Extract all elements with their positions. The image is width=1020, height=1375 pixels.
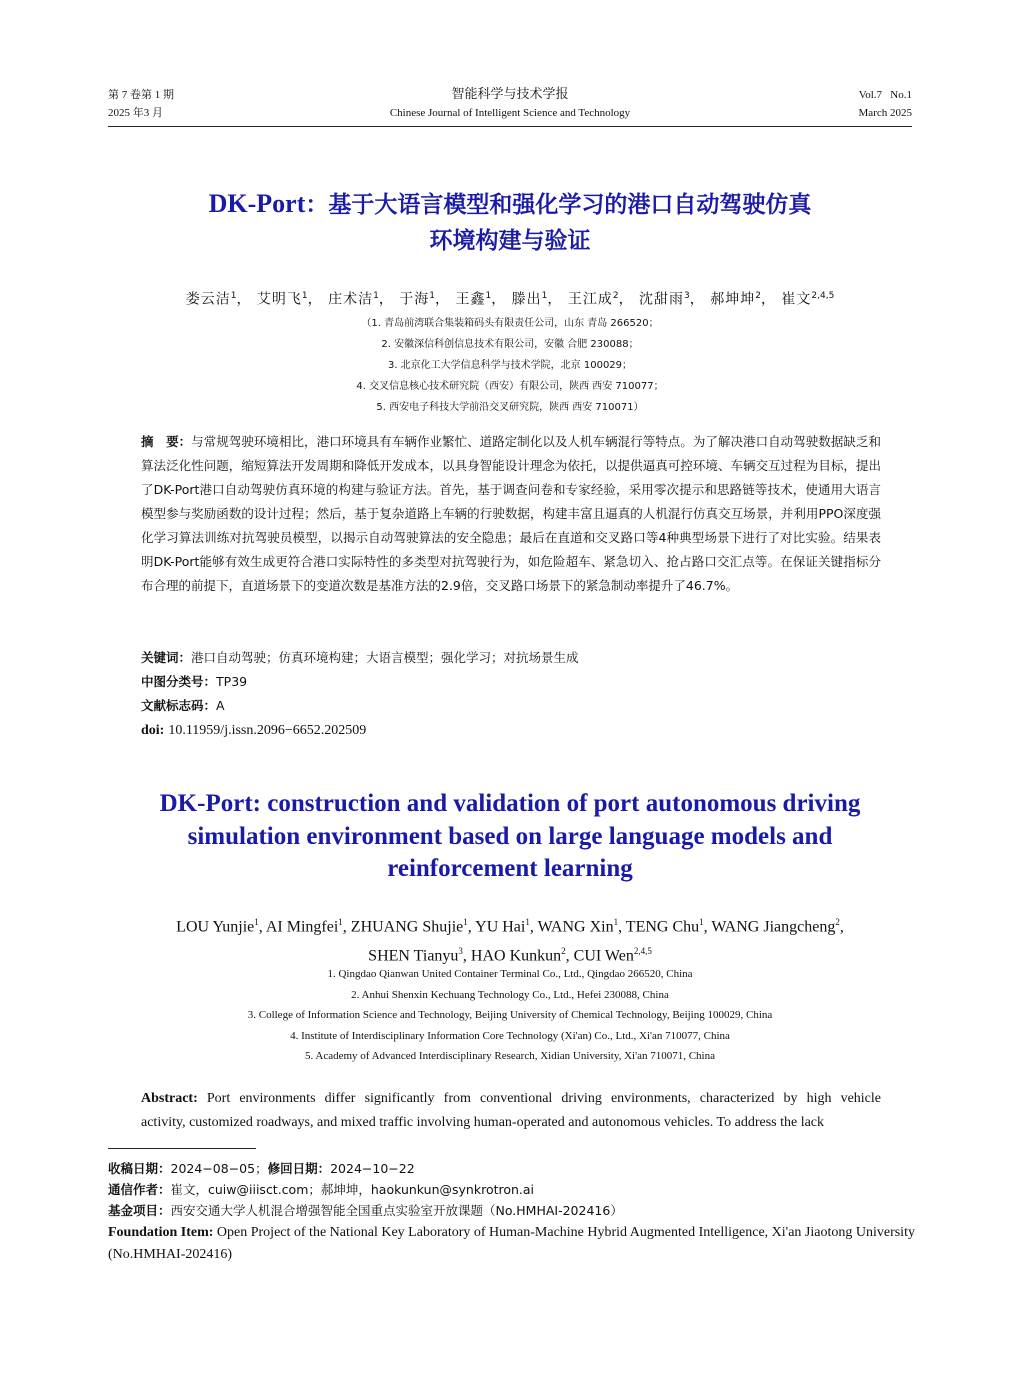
authors-en-line1 bbox=[0, 910, 1020, 939]
keywords-cn-text: 港口自动驾驶；仿真环境构建；大语言模型；强化学习；对抗场景生成 bbox=[191, 650, 579, 665]
foundation-label: Foundation Item: bbox=[108, 1225, 214, 1240]
revised-label: 修回日期： bbox=[267, 1161, 331, 1176]
abstract-cn-text: 与常规驾驶环境相比，港口环境具有车辆作业繁忙、道路定制化以及人机车辆混行等特点。为了解决港口自动驾驶数据缺乏和算法泛化性问题，缩短算法开发周期和降低开发成本，以具身智能设计理念为依托，以提供逼真可控环境、车辆交互过程为目标，提出了DK-Port港口自动驾驶仿真环境的构建与验证方法。首先，基于调查问卷和专家经验，采用零次提示和思路链等技术，使通用大语言模型参与奖励函数的设计过程；然后，基于复杂道路上车辆的行驶数据，构建丰富且逼真的人机混行仿真交互场景，并利用PPO深度强化学习算法训练对抗驾驶员模型，以揭示自动驾驶算法的安全隐患；最后在直道和交叉路口等4种典型场景下进行了对比实验。结果表明DK-Port能够有效生成更符合港口实际特性的多类型对抗驾驶行为，如危险超车、紧急切入、抢占路口交汇点等。在保证关键指标分布合理的前提下，直道场景下的变道次数是基准方法的2.9倍，交叉路口场景下的紧急制动率提升了46.7%。 bbox=[141, 434, 881, 593]
author-separator: , bbox=[565, 947, 574, 965]
received-label: 收稿日期： bbox=[108, 1161, 171, 1176]
journal-name-en: Chinese Journal of Intelligent Science and Technology bbox=[389, 107, 631, 119]
author-name: WANG Jiangcheng bbox=[711, 918, 836, 936]
author-name: 庄术洁 bbox=[328, 291, 374, 308]
revised-date: 2024−10−22 bbox=[330, 1161, 415, 1176]
header-journal bbox=[108, 86, 912, 122]
author-name: 王江成 bbox=[567, 291, 613, 308]
authors-en bbox=[0, 910, 1020, 969]
header-date-cn: 2025 年3 月 bbox=[108, 107, 163, 119]
doi-value[interactable]: 10.11959/j.issn.2096−6652.202509 bbox=[168, 723, 367, 738]
footnote-rule bbox=[108, 1148, 256, 1149]
fund-label: 基金项目： bbox=[108, 1203, 171, 1218]
journal-name-cn: 智能科学与技术学报 bbox=[451, 87, 569, 102]
affiliation-cn-line: 4. 交叉信息核心技术研究院（西安）有限公司，陕西 西安 710077； bbox=[356, 381, 664, 392]
author-name: 郝坤坤 bbox=[710, 291, 756, 308]
title-cn-rest: ：基于大语言模型和强化学习的港口自动驾驶仿真 bbox=[305, 192, 812, 218]
affiliation-cn-line: 3. 北京化工大学信息科学与技术学院，北京 100029； bbox=[387, 360, 633, 371]
author-name: TENG Chu bbox=[625, 918, 700, 936]
affiliation-en-line: 5. Academy of Advanced Interdisciplinary Research, Xidian University, Xi'an 710071, China bbox=[305, 1050, 715, 1062]
header-date-en: March 2025 bbox=[858, 107, 912, 119]
affiliation-cn-line: 2. 安徽深信科创信息技术有限公司，安徽 合肥 230088； bbox=[381, 339, 639, 350]
author-affiliation-mark: 1 bbox=[429, 291, 435, 301]
author-affiliation-mark: 1 bbox=[338, 917, 343, 927]
author-affiliation-mark: 2 bbox=[561, 946, 566, 957]
keywords-cn-label: 关键词： bbox=[141, 650, 192, 665]
author-name: LOU Yunjie bbox=[176, 918, 255, 936]
corresponding-authors: 崔文，cuiw@iiisct.com；郝坤坤，haokunkun@synkrotron.ai bbox=[170, 1182, 535, 1197]
title-cn-latin: DK-Port bbox=[208, 189, 306, 218]
clc-number bbox=[141, 670, 881, 694]
author-affiliation-mark: 2 bbox=[755, 291, 761, 301]
author-affiliation-mark: 1 bbox=[613, 917, 619, 927]
header-volume-en: Vol.7 No.1 bbox=[858, 89, 912, 101]
author-name: 艾明飞 bbox=[256, 291, 302, 308]
author-affiliation-mark: 3 bbox=[684, 291, 690, 301]
footnotes bbox=[108, 1158, 916, 1265]
doi-label: doi: bbox=[141, 723, 165, 738]
title-en bbox=[0, 788, 1020, 886]
article-meta-cn bbox=[141, 646, 881, 743]
authors-cn bbox=[0, 285, 1020, 311]
author-name: 沈甜雨 bbox=[639, 291, 685, 308]
author-separator: , bbox=[258, 918, 266, 936]
title-en-line: reinforcement learning bbox=[387, 855, 633, 882]
author-name: SHEN Tianyu bbox=[368, 947, 459, 965]
affiliation-en-line: 2. Anhui Shenxin Kechuang Technology Co., Ltd., Hefei 230088, China bbox=[351, 988, 669, 1001]
author-separator: , bbox=[462, 947, 471, 965]
author-name: 娄云洁 bbox=[185, 291, 231, 308]
footnote-dates bbox=[108, 1158, 916, 1179]
author-affiliation-mark: 1 bbox=[230, 291, 237, 301]
author-affiliation-mark: 1 bbox=[463, 917, 468, 927]
abstract-en-text1: Port environments differ significantly from conventional driving environments, characterized by high vehicle bbox=[197, 1091, 881, 1106]
author-separator: ， bbox=[689, 291, 711, 308]
author-separator: ， bbox=[307, 291, 329, 308]
footnote-fund bbox=[108, 1200, 916, 1221]
header-volume-cn: 第 7 卷第 1 期 bbox=[108, 89, 174, 101]
affiliations-en bbox=[0, 964, 1020, 1067]
author-name: CUI Wen bbox=[573, 947, 634, 965]
author-name: AI Mingfei bbox=[265, 918, 339, 936]
author-separator: ， bbox=[435, 291, 456, 308]
keywords-cn bbox=[141, 646, 881, 670]
affiliation-cn-line: 5. 西安电子科技大学前沿交叉研究院，陕西 西安 710071） bbox=[376, 402, 644, 413]
foundation-text: Open Project of the National Key Laboratory of Human-Machine Hybrid Augmented Intelligence, Xi'an Jiaotong University (No.HMHAI-202416) bbox=[108, 1225, 915, 1262]
author-affiliation-mark: 1 bbox=[541, 291, 548, 301]
author-affiliation-mark: 1 bbox=[254, 917, 259, 927]
author-name: 于海 bbox=[399, 291, 430, 308]
author-name: WANG Xin bbox=[537, 918, 614, 936]
corresponding-label: 通信作者： bbox=[108, 1182, 171, 1197]
author-separator: , bbox=[342, 918, 351, 936]
author-separator: ， bbox=[491, 291, 512, 308]
affiliation-en-line: 3. College of Information Science and Technology, Beijing University of Chemical Technology, Beijing 100029, China bbox=[247, 1009, 773, 1021]
abstract-cn bbox=[141, 430, 881, 598]
title-cn-line2: 环境构建与验证 bbox=[429, 228, 591, 254]
abstract-en-label: Abstract: bbox=[141, 1091, 198, 1106]
abstract-en-text2: activity, customized roadways, and mixed traffic involving human-operated and autonomous vehicles. To address the lack bbox=[141, 1115, 825, 1130]
clc-value: TP39 bbox=[216, 674, 248, 689]
footnote-corresponding bbox=[108, 1179, 916, 1200]
document-code bbox=[141, 694, 881, 718]
author-affiliation-mark: 3 bbox=[458, 946, 463, 957]
title-cn-line1 bbox=[0, 186, 1020, 223]
fund-text: 西安交通大学人机混合增强智能全国重点实验室开放课题（No.HMHAI-202416） bbox=[170, 1203, 623, 1218]
title-cn bbox=[0, 186, 1020, 259]
author-affiliation-mark: 2 bbox=[835, 917, 840, 927]
author-affiliation-mark: 1 bbox=[525, 917, 530, 927]
affiliation-en-line: 1. Qingdao Qianwan United Container Terminal Co., Ltd., Qingdao 266520, China bbox=[327, 968, 693, 980]
affiliations-cn bbox=[0, 313, 1020, 418]
author-separator: , bbox=[618, 918, 626, 936]
author-separator: , bbox=[529, 918, 538, 936]
author-name: ZHUANG Shujie bbox=[350, 918, 464, 936]
author-affiliation-mark: 1 bbox=[373, 291, 379, 301]
author-separator: , bbox=[703, 918, 712, 936]
running-header bbox=[108, 86, 912, 127]
author-affiliation-mark: 1 bbox=[301, 291, 308, 301]
author-name: 王鑫 bbox=[455, 291, 486, 308]
author-separator: , bbox=[467, 918, 476, 936]
author-name: 崔文 bbox=[781, 291, 812, 308]
author-affiliation-mark: 2 bbox=[612, 291, 619, 301]
header-volume bbox=[859, 86, 912, 122]
clc-label: 中图分类号： bbox=[141, 674, 217, 689]
received-date: 2024−08−05； bbox=[170, 1161, 268, 1176]
author-name: YU Hai bbox=[475, 918, 526, 936]
author-name: HAO Kunkun bbox=[470, 947, 562, 965]
author-separator: ， bbox=[378, 291, 400, 308]
abstract-en-line1 bbox=[141, 1087, 881, 1111]
abstract-cn-label: 摘 要： bbox=[141, 434, 192, 449]
author-separator: ， bbox=[618, 291, 640, 308]
doi bbox=[141, 718, 881, 743]
author-name: 滕出 bbox=[511, 291, 542, 308]
author-affiliation-mark: 2,4,5 bbox=[811, 291, 835, 301]
author-affiliation-mark: 2,4,5 bbox=[633, 946, 652, 957]
author-affiliation-mark: 1 bbox=[485, 291, 492, 301]
author-separator: ， bbox=[236, 291, 257, 308]
author-separator: , bbox=[839, 918, 844, 936]
abstract-en bbox=[141, 1087, 881, 1135]
author-separator: ， bbox=[760, 291, 782, 308]
affiliation-cn-line: （1. 青岛前湾联合集装箱码头有限责任公司，山东 青岛 266520； bbox=[361, 318, 659, 329]
title-en-line: simulation environment based on large language models and bbox=[187, 822, 833, 850]
doc-code-value: A bbox=[216, 698, 225, 713]
title-en-line: DK-Port: construction and validation of port autonomous driving bbox=[159, 790, 861, 817]
affiliation-en-line: 4. Institute of Interdisciplinary Information Core Technology (Xi'an) Co., Ltd., Xi'an 710077, China bbox=[290, 1029, 730, 1042]
author-separator: ， bbox=[547, 291, 568, 308]
doc-code-label: 文献标志码： bbox=[141, 698, 217, 713]
footnote-foundation bbox=[108, 1221, 916, 1265]
author-affiliation-mark: 1 bbox=[699, 917, 704, 927]
